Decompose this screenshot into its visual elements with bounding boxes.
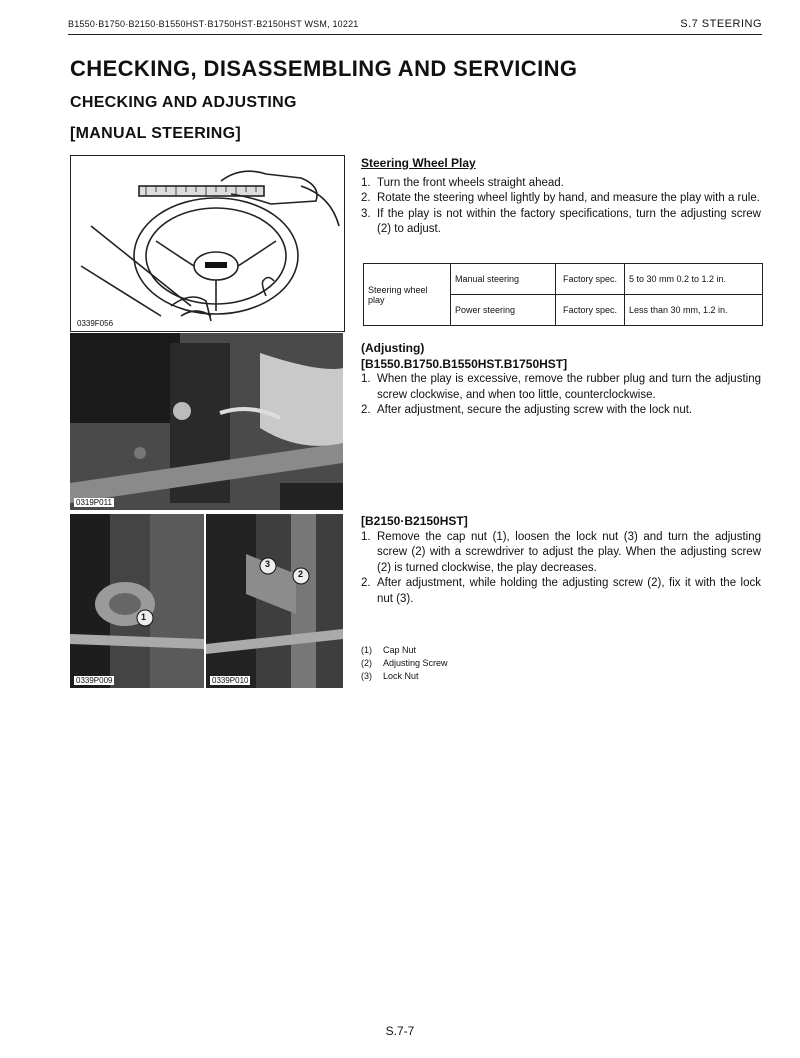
page-subtitle: CHECKING AND ADJUSTING (70, 94, 297, 111)
page-number: S.7-7 (385, 1024, 415, 1038)
adjusting-b2150-section (361, 514, 761, 607)
legend-item: (3) Lock Nut (361, 671, 419, 681)
figure-steering-wheel (70, 155, 345, 332)
adjusting-models: [B1550.B1750.B1550HST.B1750HST] (361, 356, 568, 371)
spec-value: 5 to 30 mm 0.2 to 1.2 in. (625, 264, 763, 295)
adjusting-photo-drawing (70, 333, 343, 510)
parts-legend (361, 644, 448, 683)
adjusting-steps (361, 372, 761, 419)
list-item: 1. When the play is excessive, remove the rubber plug and turn the adjusting screw clockwise, and when too little, counterclockwise. (361, 373, 761, 401)
callout-2: 2 (298, 569, 304, 579)
section-heading: [MANUAL STEERING] (70, 125, 242, 142)
cap-nut-photo-drawing (70, 514, 204, 688)
callout-1: 1 (141, 612, 147, 622)
list-item: 3. If the play is not within the factory specifications, turn the adjusting screw (2) to adjust. (361, 207, 761, 235)
spec-type: Manual steering (451, 264, 556, 295)
spec-type: Power steering (451, 295, 556, 326)
figure-adjusting-photo (70, 333, 343, 510)
list-item: 1. Turn the front wheels straight ahead. (361, 176, 564, 189)
steering-wheel-play-heading: Steering Wheel Play (361, 156, 476, 170)
spec-kind: Factory spec. (556, 264, 625, 295)
page-header (68, 16, 762, 35)
spec-value: Less than 30 mm, 1.2 in. (625, 295, 763, 326)
header-section: S.7 STEERING (680, 18, 762, 30)
legend-item: (2) Adjusting Screw (361, 658, 448, 668)
list-item: 1. Remove the cap nut (1), loosen the lock nut (3) and turn the adjusting screw (2) with a screwdriver to adjust the play. When the adjusting screw (2) is turned clockwise, the play decreases. (361, 530, 761, 574)
figure-caption: 0339P009 (76, 676, 113, 685)
callout-3: 3 (265, 559, 271, 569)
figure-caption: 0339P010 (212, 676, 249, 685)
steering-wheel-drawing (71, 156, 344, 331)
spec-kind: Factory spec. (556, 295, 625, 326)
spec-table (363, 263, 763, 326)
adjusting-b2150-models: [B2150·B2150HST] (361, 514, 468, 528)
figure-caption: 0339F056 (77, 319, 114, 328)
lock-nut-photo-drawing (206, 514, 343, 688)
adjusting-heading: (Adjusting) (361, 341, 425, 355)
legend-item: (1) Cap Nut (361, 645, 417, 655)
steering-wheel-play-steps (361, 176, 761, 238)
header-models: B1550·B1750·B2150·B1550HST·B1750HST·B2150HST WSM, 10221 (68, 19, 359, 29)
figure-cap-nut-photo (70, 514, 204, 688)
list-item: 2. After adjustment, secure the adjusting screw with the lock nut. (361, 404, 693, 416)
list-item: 2. After adjustment, while holding the adjusting screw (2), fix it with the lock nut (3). (361, 577, 761, 605)
steering-wheel-play-section (361, 156, 761, 238)
adjusting-section (361, 341, 761, 419)
spec-row-label: Steering wheel play (364, 264, 451, 326)
adjusting-b2150-steps (361, 530, 761, 608)
list-item: 2. Rotate the steering wheel lightly by hand, and measure the play with a rule. (361, 192, 760, 204)
page-title: CHECKING, DISASSEMBLING AND SERVICING (70, 56, 578, 81)
figure-lock-nut-photo (206, 514, 343, 688)
figure-caption: 0319P011 (76, 498, 112, 507)
table-row (364, 264, 763, 295)
